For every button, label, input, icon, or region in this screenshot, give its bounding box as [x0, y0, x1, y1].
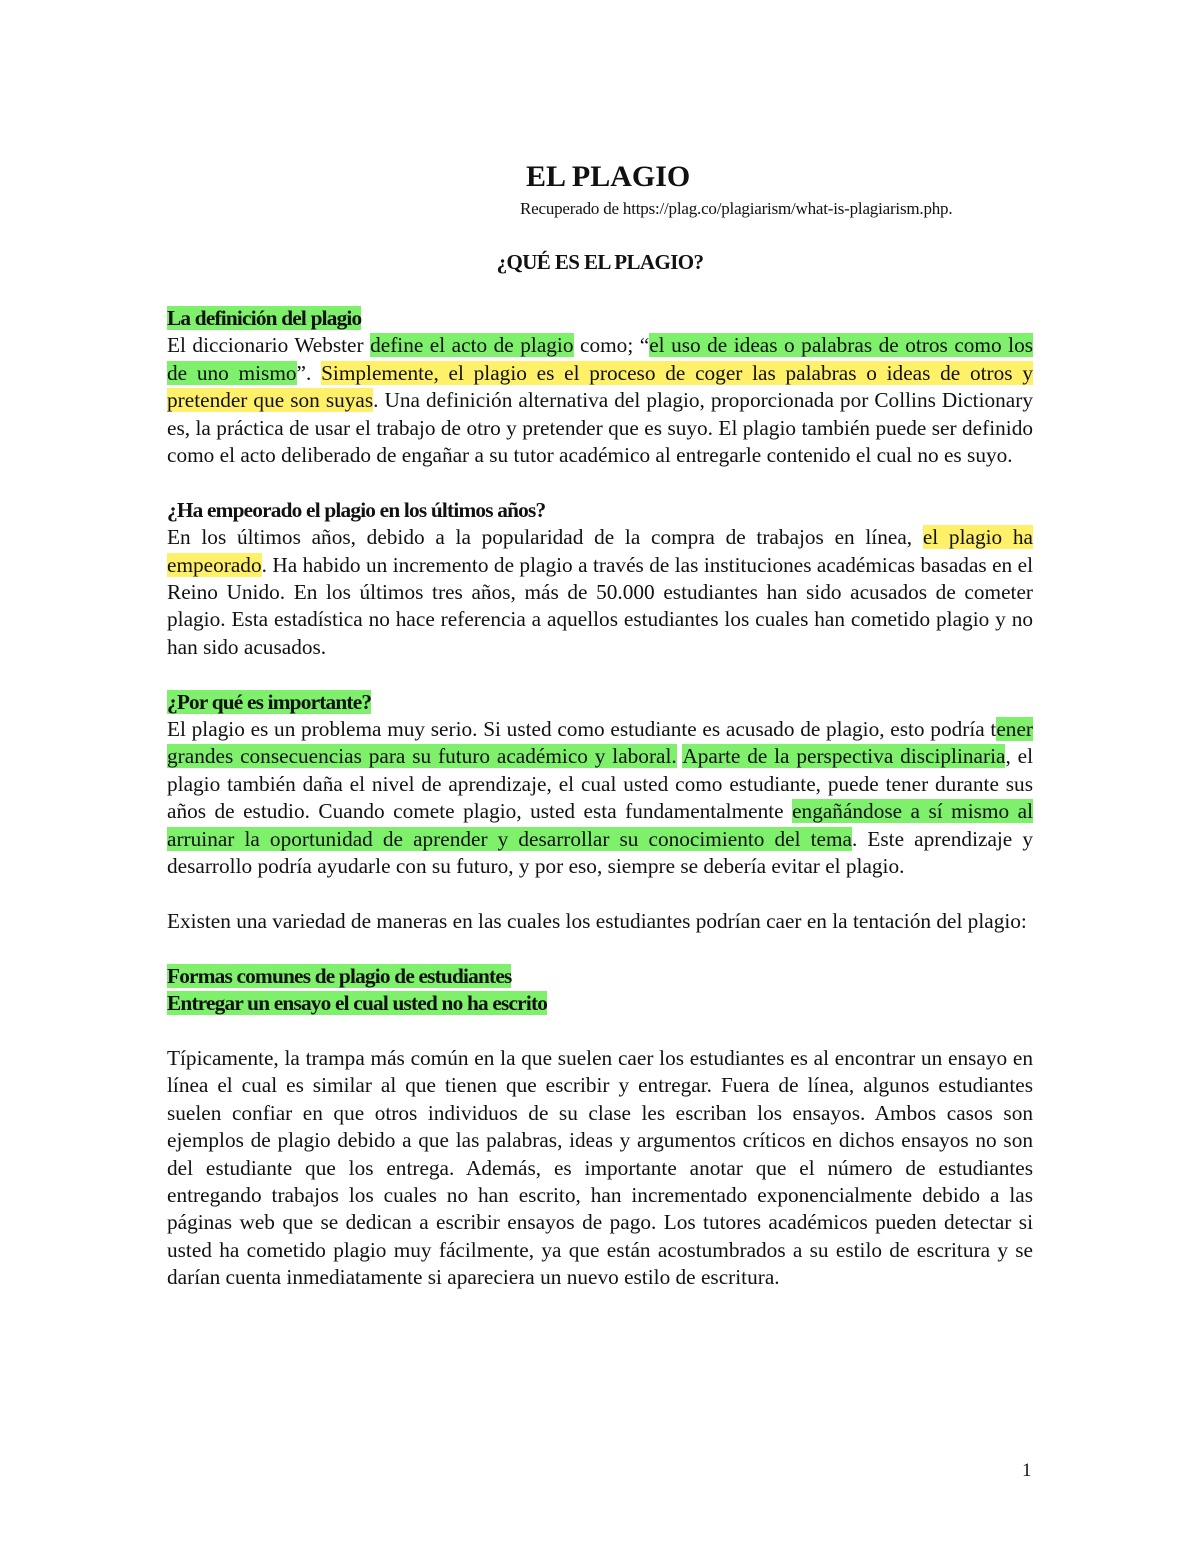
paragraph-block — [167, 963, 1033, 1018]
highlighted-text: define el acto de plagio — [370, 333, 574, 358]
section-heading — [167, 689, 1033, 716]
subsection-heading — [167, 990, 1033, 1017]
highlighted-text: La definición del plagio — [167, 306, 362, 330]
text-run: . Ha habido un incremento de plagio a través de las instituciones académicas basadas en el Reino Unido. En los últimos tres años, más de 50.000 estudiantes han sido acusados de cometer plagio. Esta estadística no hace referencia a aquellos estudiantes los cuales han cometido plagio y no han sido acusados. — [167, 552, 1033, 659]
highlighted-text: Aparte de la perspectiva disciplinaria — [682, 744, 1006, 769]
section-title: ¿QUÉ ES EL PLAGIO? — [496, 250, 704, 274]
text-run: El plagio es un problema muy serio. Si usted como estudiante es acusado de plagio, esto podría t — [167, 717, 997, 742]
paragraph-block — [167, 497, 1033, 661]
highlighted-text: Simplemente, el plagio es el proceso de coger las palabras o ideas de otros y pretender que son suyas — [167, 360, 1033, 413]
text-run: . Este aprendizaje y desarrollo podría ayudarle con su futuro, y por eso, siempre se debería evitar el plagio. — [167, 826, 1033, 879]
section-heading — [167, 497, 1033, 524]
highlighted-text: Formas comunes de plagio de estudiantes — [167, 963, 512, 988]
section-heading — [167, 305, 1033, 332]
highlighted-text: ¿Por qué es importante? — [167, 689, 372, 714]
text-run: , el plagio también daña el nivel de aprendizaje, el cual usted como estudiante, puede tener durante sus años de estudio. Cuando comete plagio, usted esta fundamentalmente — [167, 744, 1033, 824]
highlighted-text: el uso de ideas o palabras de otros como los de uno mismo — [167, 333, 1033, 385]
section-heading — [167, 963, 1033, 990]
text-run: Existen una variedad de maneras en las cuales los estudiantes podrían caer en la tentación del plagio: — [167, 908, 1027, 933]
text-run: . Una definición alternativa del plagio, proporcionada por Collins Dictionary es, la práctica de usar el trabajo de otro y pretender que es suyo. El plagio también puede ser definido como el acto deliberado de engañar a su tutor académico al entregarle contenido el cual no es suyo. — [167, 388, 1033, 468]
highlighted-text: engañándose a sí mismo al arruinar la oportunidad de aprender y desarrollar su conocimiento del tema — [167, 799, 1033, 851]
paragraph-text — [167, 333, 1033, 467]
paragraph-block — [167, 1045, 1033, 1292]
document-title: EL PLAGIO — [526, 160, 691, 193]
paragraph-text — [167, 909, 1027, 933]
page-number: 1 — [1022, 1460, 1032, 1481]
paragraph-block — [167, 908, 1033, 935]
highlighted-text: el plagio ha empeorado — [167, 525, 1033, 577]
text-run: como; “ — [573, 333, 650, 358]
text-run: Típicamente, la trampa más común en la que suelen caer los estudiantes es al encontrar un ensayo en línea el cual es similar al que tienen que escribir y entregar. Fuera de línea, algunos estudiantes suelen confiar en que otros individuos de su clase les escriban los ensayos. Ambos casos son ejemplos de plagio debido a que las palabras, ideas y argumentos críticos en dichos ensayos no son del estudiante que los entrega. Además, es importante anotar que el número de estudiantes entregando trabajos los cuales no han escrito, han incrementado exponencialmente debido a las páginas web que se dedican a escribir ensayos de pago. Los tutores académicos pueden detectar si usted ha cometido plagio muy fácilmente, ya que están acostumbrados a su estilo de escritura y se darían cuenta inmediatamente si apareciera un nuevo estilo de escritura. — [167, 1045, 1033, 1290]
highlighted-text: Entregar un ensayo el cual usted no ha escrito — [167, 991, 548, 1016]
paragraph-text — [167, 525, 1033, 659]
document-body — [167, 305, 1033, 1319]
heading-text: ¿Ha empeorado el plagio en los últimos años? — [167, 497, 546, 522]
text-run: En los últimos años, debido a la popularidad de la compra de trabajos en línea, — [167, 525, 923, 550]
paragraph-text — [167, 1046, 1033, 1289]
paragraph-block — [167, 305, 1033, 469]
text-run: ”. — [296, 360, 322, 385]
highlighted-text: ener grandes consecuencias para su futuro académico y laboral. — [167, 717, 1033, 769]
text-run: El diccionario Webster — [167, 333, 371, 358]
paragraph-block — [167, 689, 1033, 881]
paragraph-text — [167, 717, 1033, 878]
source-citation: Recuperado de https://plag.co/plagiarism/what-is-plagiarism.php. — [520, 199, 953, 218]
